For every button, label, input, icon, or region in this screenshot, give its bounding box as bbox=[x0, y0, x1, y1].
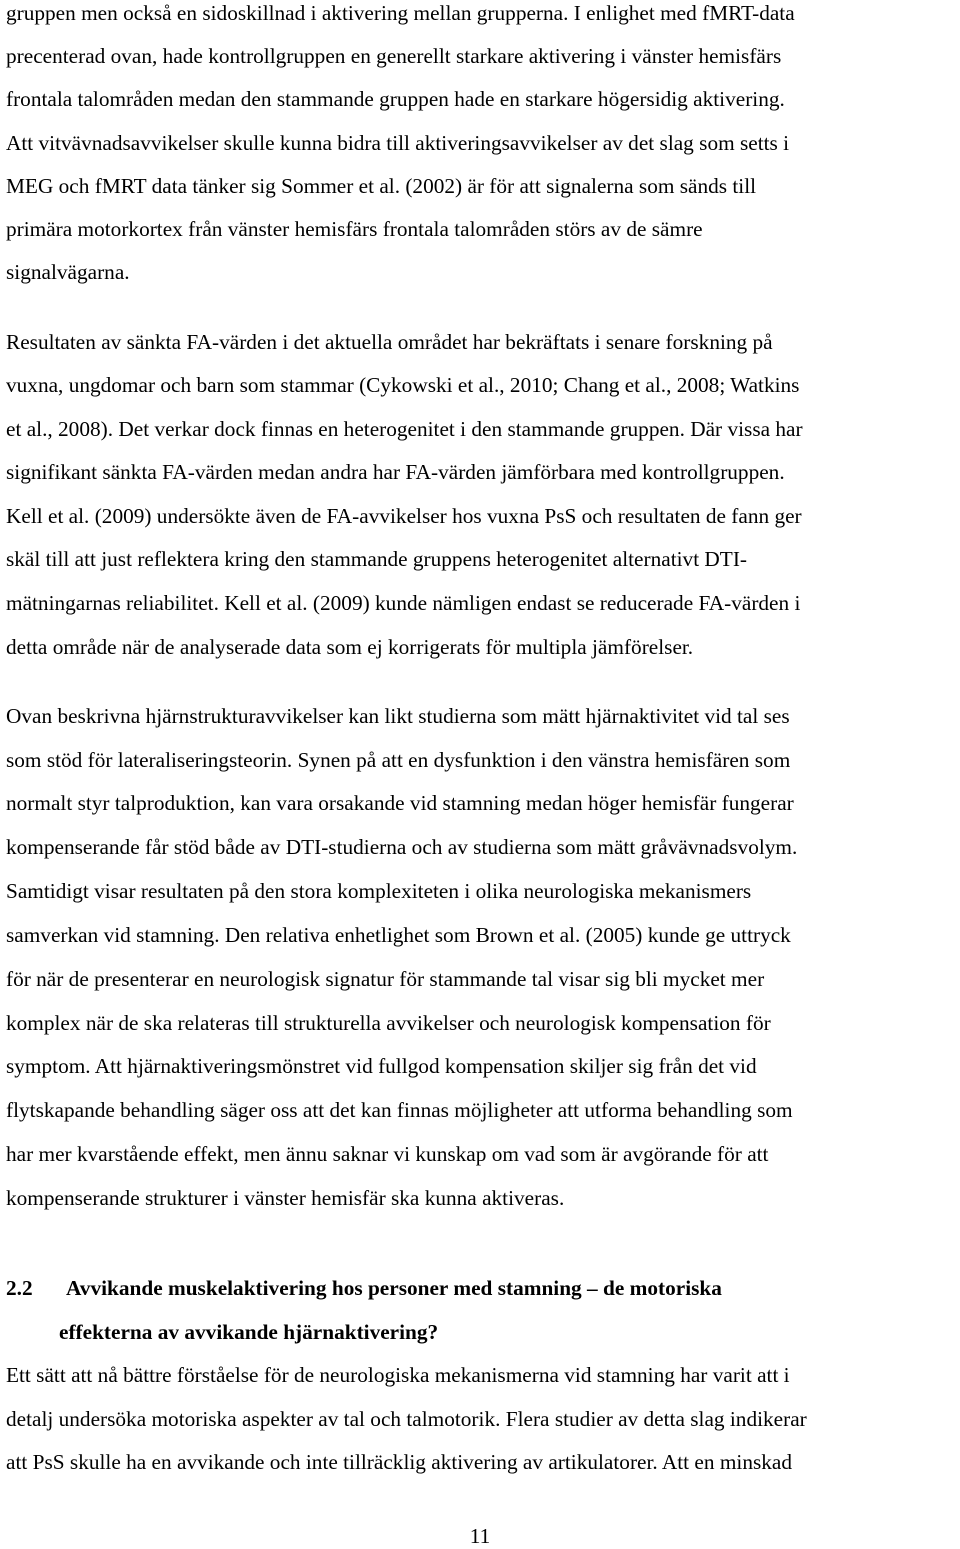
text-line: samverkan vid stamning. Den relativa enhetlighet som Brown et al. (2005) kunde ge uttryck bbox=[6, 923, 791, 947]
text-line: MEG och fMRT data tänker sig Sommer et al. (2002) är för att signalerna som sänds till bbox=[6, 174, 757, 198]
text-line: Kell et al. (2009) undersökte även de FA-avvikelser hos vuxna PsS och resultaten de fann ger bbox=[6, 504, 802, 528]
text-line: detalj undersöka motoriska aspekter av tal och talmotorik. Flera studier av detta slag indikerar bbox=[6, 1407, 807, 1431]
text-line: normalt styr talproduktion, kan vara orsakande vid stamning medan höger hemisfär fungerar bbox=[6, 791, 794, 815]
text-line: primära motorkortex från vänster hemisfärs frontala talområden störs av de sämre bbox=[6, 217, 703, 241]
text-line: flytskapande behandling säger oss att det kan finnas möjligheter att utforma behandling som bbox=[6, 1098, 793, 1122]
text-line: Ett sätt att nå bättre förståelse för de neurologiska mekanismerna vid stamning har varit att i bbox=[6, 1363, 790, 1387]
text-line: Ovan beskrivna hjärnstrukturavvikelser kan likt studierna som mätt hjärnaktivitet vid tal ses bbox=[6, 704, 790, 728]
text-line: kompenserande får stöd både av DTI-studierna och av studierna som mätt gråvävnadsvolym. bbox=[6, 835, 798, 859]
section-title-line: Avvikande muskelaktivering hos personer med stamning – de motoriska bbox=[66, 1276, 722, 1300]
section-title-line: effekterna av avvikande hjärnaktivering? bbox=[59, 1320, 439, 1344]
page-number: 11 bbox=[469, 1524, 491, 1548]
text-line: vuxna, ungdomar och barn som stammar (Cykowski et al., 2010; Chang et al., 2008; Watkins bbox=[6, 373, 800, 397]
text-line: att PsS skulle ha en avvikande och inte tillräcklig aktivering av artikulatorer. Att en minskad bbox=[6, 1450, 793, 1474]
text-line: frontala talområden medan den stammande gruppen hade en starkare högersidig aktivering. bbox=[6, 87, 785, 111]
text-line: detta område när de analyserade data som ej korrigerats för multipla jämförelser. bbox=[6, 635, 694, 659]
text-line: för när de presenterar en neurologisk signatur för stammande tal visar sig bli mycket mer bbox=[6, 967, 765, 991]
text-line: komplex när de ska relateras till strukturella avvikelser och neurologisk kompensation för bbox=[6, 1011, 771, 1035]
text-line: et al., 2008). Det verkar dock finnas en heterogenitet i den stammande gruppen. Där vissa har bbox=[6, 417, 803, 441]
text-line: symptom. Att hjärnaktiveringsmönstret vid fullgod kompensation skiljer sig från det vid bbox=[6, 1054, 757, 1078]
text-line: Samtidigt visar resultaten på den stora komplexiteten i olika neurologiska mekanismers bbox=[6, 879, 752, 903]
text-line: har mer kvarstående effekt, men ännu saknar vi kunskap om vad som är avgörande för att bbox=[6, 1142, 769, 1166]
text-line: gruppen men också en sidoskillnad i aktivering mellan grupperna. I enlighet med fMRT-data bbox=[6, 1, 795, 25]
text-line: Resultaten av sänkta FA-värden i det aktuella området har bekräftats i senare forskning på bbox=[6, 330, 773, 354]
text-line: kompenserande strukturer i vänster hemisfär ska kunna aktiveras. bbox=[6, 1186, 565, 1210]
section-number: 2.2 bbox=[6, 1276, 33, 1300]
text-line: Att vitvävnadsavvikelser skulle kunna bidra till aktiveringsavvikelser av det slag som setts i bbox=[6, 131, 790, 155]
text-line: precenterad ovan, hade kontrollgruppen en generellt starkare aktivering i vänster hemisfärs bbox=[6, 44, 782, 68]
text-line: som stöd för lateraliseringsteorin. Synen på att en dysfunktion i den vänstra hemisfären som bbox=[6, 748, 791, 772]
text-line: signalvägarna. bbox=[6, 260, 130, 284]
text-line: skäl till att just reflektera kring den stammande gruppens heterogenitet alternativt DTI- bbox=[6, 547, 748, 571]
text-line: mätningarnas reliabilitet. Kell et al. (2009) kunde nämligen endast se reducerade FA-värden i bbox=[6, 591, 801, 615]
text-line: signifikant sänkta FA-värden medan andra har FA-värden jämförbara med kontrollgruppen. bbox=[6, 460, 785, 484]
